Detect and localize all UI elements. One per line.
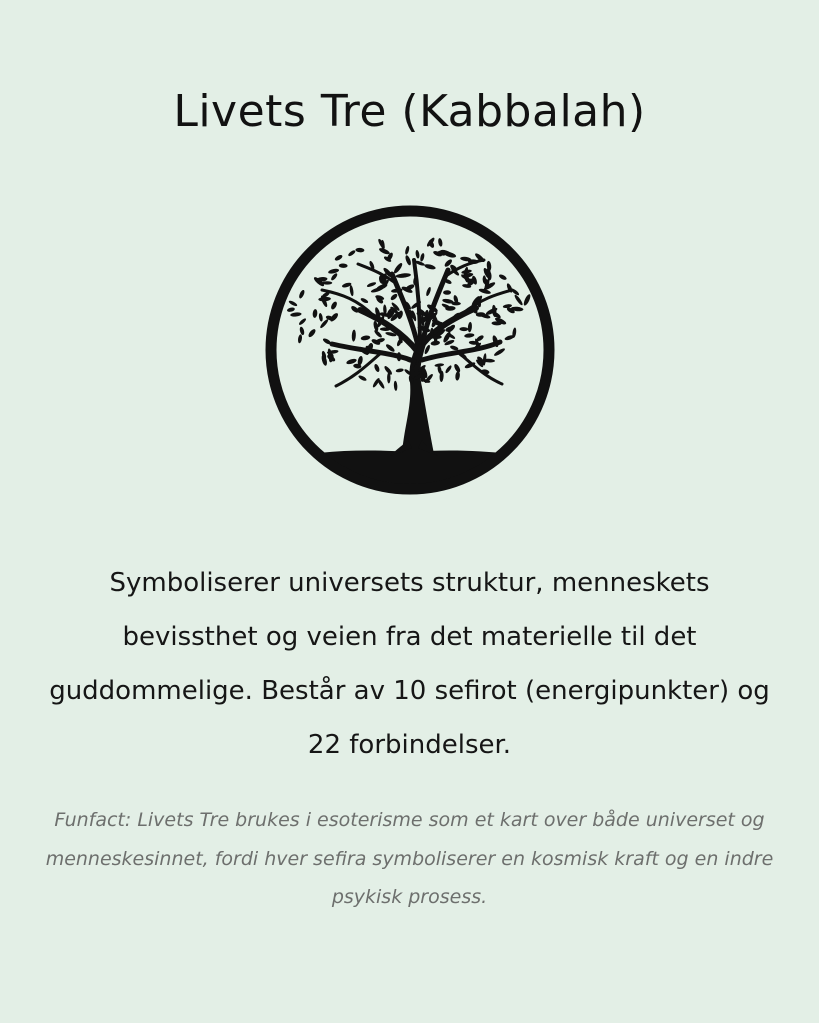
page-title: Livets Tre (Kabbalah) <box>173 86 646 137</box>
tree-of-life-emblem <box>262 202 558 498</box>
tree-of-life-icon <box>262 202 558 498</box>
funfact-text: Funfact: Livets Tre brukes i esoterisme som et kart over både universet og menneskesinnet, fordi hver sefira symboliserer en kosmisk kraft og en indre psykisk prosess. <box>45 809 774 908</box>
description-text: Symboliserer universets struktur, menneskets bevissthet og veien fra det materielle til det guddommelige. Består av 10 sefirot (energipunkter) og 22 forbindelser. <box>49 568 770 760</box>
